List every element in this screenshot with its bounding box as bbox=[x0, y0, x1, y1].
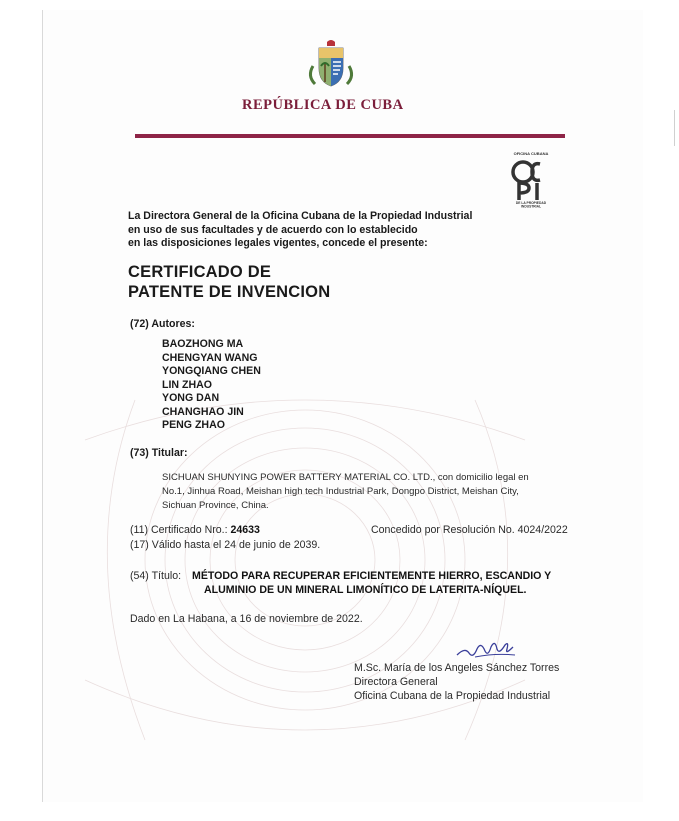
author-name: LIN ZHAO bbox=[162, 378, 213, 391]
intro-paragraph bbox=[128, 210, 568, 251]
author-name: PENG ZHAO bbox=[162, 419, 225, 431]
holder-line: No.1, Jinhua Road, Meishan high tech Industrial Park, Dongpo District, Meishan City, bbox=[162, 485, 519, 497]
ocpi-bottom-text-1: DE LA PROPIEDAD bbox=[515, 201, 547, 205]
holder-label: (73) Titular: bbox=[130, 447, 188, 459]
author-name: CHANGHAO JIN bbox=[162, 405, 244, 418]
signature-image bbox=[455, 637, 525, 663]
author-name: YONG DAN bbox=[162, 392, 220, 404]
certificate-number: 24633 bbox=[230, 524, 260, 536]
signer-name: M.Sc. María de los Angeles Sánchez Torres bbox=[354, 662, 560, 674]
author-name: BAOZHONG MA bbox=[162, 338, 244, 350]
resolution-text: Concedido por Resolución No. 4024/2022 bbox=[371, 524, 568, 536]
signer-block bbox=[354, 661, 614, 703]
invention-title-line: MÉTODO PARA RECUPERAR EFICIENTEMENTE HIERRO, ESCANDIO Y bbox=[192, 570, 552, 582]
ocpi-logo-icon bbox=[502, 150, 560, 208]
certificate-title-line: PATENTE DE INVENCION bbox=[128, 283, 331, 301]
signer-office: Oficina Cubana de la Propiedad Industrial bbox=[354, 690, 551, 702]
issued-place-date: Dado en La Habana, a 16 de noviembre de 2022. bbox=[130, 613, 363, 625]
author-name: YONGQIANG CHEN bbox=[162, 365, 261, 377]
certificate-title-line: CERTIFICADO DE bbox=[128, 263, 272, 281]
ocpi-top-text: OFICINA CUBANA bbox=[513, 151, 549, 156]
intro-line: en uso de sus facultades y de acuerdo con lo establecido bbox=[128, 223, 418, 236]
authors-label: (72) Autores: bbox=[130, 318, 195, 330]
invention-title-line: ALUMINIO DE UN MINERAL LIMONÍTICO DE LATERITA-NÍQUEL. bbox=[204, 583, 527, 596]
signer-position: Directora General bbox=[354, 676, 438, 688]
authors-list bbox=[162, 338, 362, 433]
scan-edge bbox=[674, 110, 675, 146]
holder-text bbox=[162, 471, 602, 512]
intro-line: en las disposiciones legales vigentes, concede el presente: bbox=[128, 237, 428, 249]
validity-text: (17) Válido hasta el 24 de junio de 2039. bbox=[130, 539, 321, 551]
holder-line: Sichuan Province, China. bbox=[162, 499, 269, 511]
ocpi-bottom-text-2: INDUSTRIAL bbox=[521, 204, 541, 208]
invention-title-label: (54) Título: bbox=[130, 570, 182, 582]
cuban-coat-of-arms-icon bbox=[305, 38, 357, 88]
intro-line: La Directora General de la Oficina Cubana de la Propiedad Industrial bbox=[128, 210, 473, 222]
author-name: CHENGYAN WANG bbox=[162, 351, 258, 364]
country-heading: REPÚBLICA DE CUBA bbox=[242, 97, 404, 113]
header-divider bbox=[135, 134, 565, 138]
certificate-title bbox=[128, 262, 458, 302]
invention-title bbox=[192, 570, 612, 597]
certificate-number-label: (11) Certificado Nro.: bbox=[130, 524, 231, 536]
holder-line: SICHUAN SHUNYING POWER BATTERY MATERIAL CO. LTD., con domicilio legal en bbox=[162, 472, 529, 483]
